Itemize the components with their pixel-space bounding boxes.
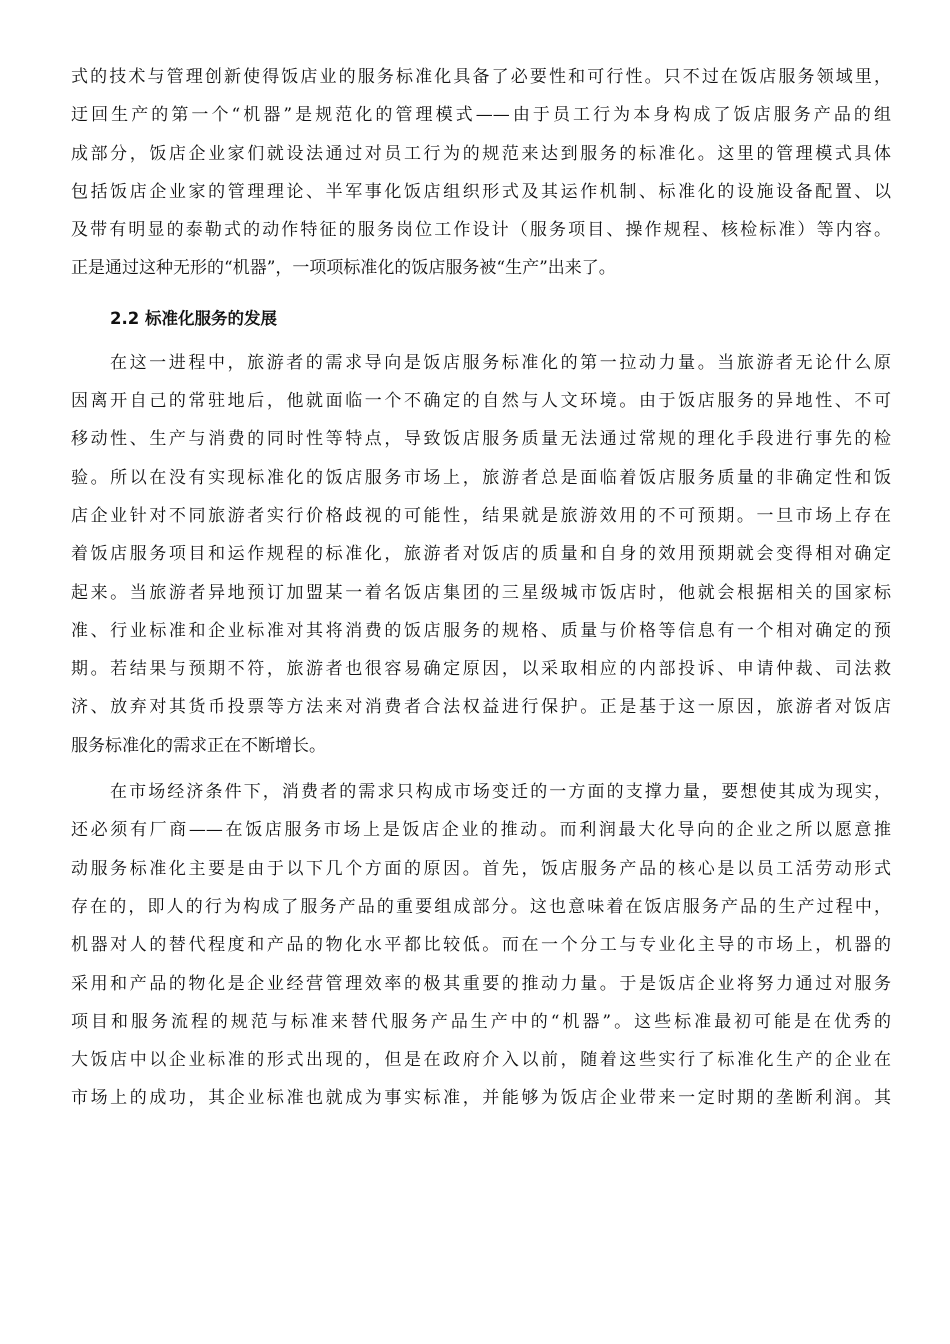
paragraph-3: [71, 773, 891, 1118]
text-line: 济、放弃对其货币投票等方法来对消费者合法权益进行保护。正是基于这一原因，旅游者对饭店: [71, 697, 891, 718]
text-line: 采用和产品的物化是企业经营管理效率的极其重要的推动力量。于是饭店企业将努力通过对服务: [71, 973, 891, 994]
text-line: 还必须有厂商——在饭店服务市场上是饭店企业的推动。而利润最大化导向的企业之所以愿意推: [71, 820, 891, 841]
text-line: 动服务标准化主要是由于以下几个方面的原因。首先，饭店服务产品的核心是以员工活劳动形式: [71, 858, 891, 879]
paragraph-2: [71, 344, 891, 765]
text-line: 准、行业标准和企业标准对其将消费的饭店服务的规格、质量与价格等信息有一个相对确定的预: [71, 620, 891, 641]
text-line: 在市场经济条件下，消费者的需求只构成市场变迁的一方面的支撑力量，要想使其成为现实，: [110, 782, 891, 803]
paragraph-1: [71, 58, 891, 288]
text-line: 存在的，即人的行为构成了服务产品的重要组成部分。这也意味着在饭店服务产品的生产过程中，: [71, 896, 891, 917]
text-line: 起来。当旅游者异地预订加盟某一着名饭店集团的三星级城市饭店时，他就会根据相关的国家标: [71, 582, 891, 603]
text-line: 机器对人的替代程度和产品的物化水平都比较低。而在一个分工与专业化主导的市场上，机器的: [71, 935, 891, 956]
document-page: [71, 58, 891, 1118]
text-line: 及带有明显的泰勒式的动作特征的服务岗位工作设计（服务项目、操作规程、核检标准）等内容。: [71, 220, 891, 241]
text-line: 服务标准化的需求正在不断增长。: [71, 735, 326, 756]
text-line: 店企业针对不同旅游者实行价格歧视的可能性，结果就是旅游效用的不可预期。一旦市场上存在: [71, 505, 891, 526]
text-line: 市场上的成功，其企业标准也就成为事实标准，并能够为饭店企业带来一定时期的垄断利润。其: [71, 1088, 891, 1109]
text-line: 验。所以在没有实现标准化的饭店服务市场上，旅游者总是面临着饭店服务质量的非确定性和饭: [71, 467, 891, 488]
text-line: 式的技术与管理创新使得饭店业的服务标准化具备了必要性和可行性。只不过在饭店服务领域里，: [71, 67, 891, 87]
text-line: 项目和服务流程的规范与标准来替代服务产品生产中的“机器”。这些标准最初可能是在优秀的: [71, 1011, 891, 1032]
text-line: 包括饭店企业家的管理理论、半军事化饭店组织形式及其运作机制、标准化的设施设备配置、以: [71, 181, 891, 202]
text-line: 成部分，饭店企业家们就设法通过对员工行为的规范来达到服务的标准化。这里的管理模式具体: [71, 143, 891, 164]
text-line: 正是通过这种无形的“机器”，一项项标准化的饭店服务被“生产”出来了。: [71, 258, 616, 279]
text-line: 迂回生产的第一个“机器”是规范化的管理模式——由于员工行为本身构成了饭店服务产品的组: [71, 105, 891, 126]
text-line: 移动性、生产与消费的同时性等特点，导致饭店服务质量无法通过常规的理化手段进行事先的检: [71, 429, 891, 450]
text-line: 着饭店服务项目和运作规程的标准化，旅游者对饭店的质量和自身的效用预期就会变得相对确定: [71, 544, 891, 565]
section-heading: 2.2 标准化服务的发展: [110, 308, 277, 328]
text-line: 因离开自己的常驻地后，他就面临一个不确定的自然与人文环境。由于饭店服务的异地性、不可: [71, 391, 891, 412]
text-line: 大饭店中以企业标准的形式出现的，但是在政府介入以前，随着这些实行了标准化生产的企业在: [71, 1050, 891, 1071]
text-line: 在这一进程中，旅游者的需求导向是饭店服务标准化的第一拉动力量。当旅游者无论什么原: [110, 352, 891, 373]
text-line: 期。若结果与预期不符，旅游者也很容易确定原因，以采取相应的内部投诉、申请仲裁、司法救: [71, 659, 891, 680]
